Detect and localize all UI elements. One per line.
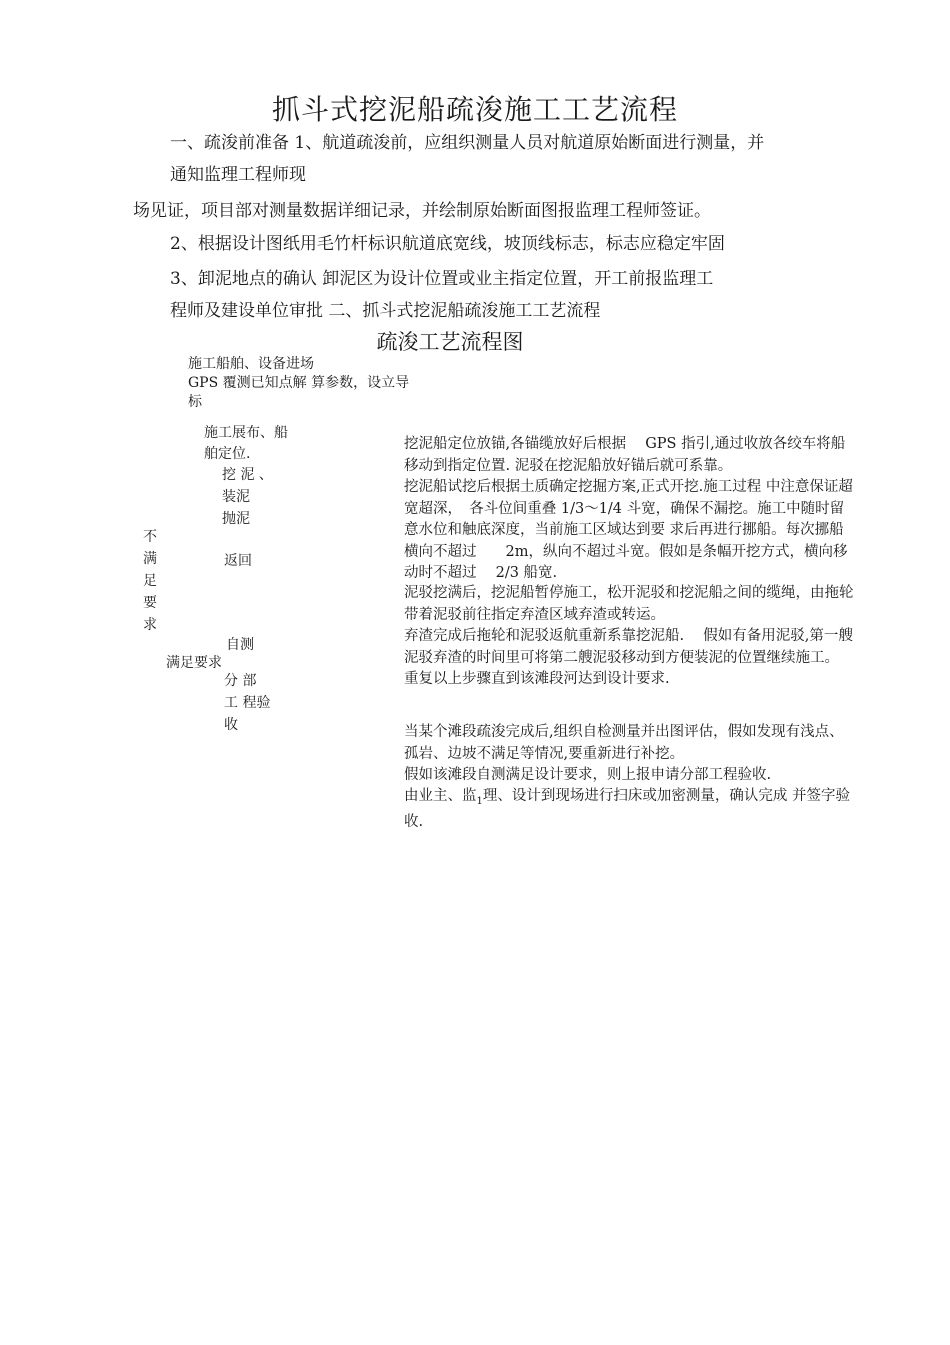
flow-step-acceptance-end: 收 bbox=[224, 717, 238, 733]
desc-excavation: 挖泥船试挖后根据土质确定挖掘方案,正式开挖.施工过程 中注意保证超宽超深， 各斗位间重叠 1/3～1/4 斗宽，确保不漏挖。施工中随时留意水位和触底深度，当前施工区域达到要 求后再进行挪船。每次挪船横向不超过 2m，纵向不超过斗宽。假如是条幅开挖方式，横向移动时不超过 2/3 船宽. bbox=[404, 479, 853, 581]
intro-line-3: 场见证，项目部对测量数据详细记录，并绘制原始断面图报监理工程师签证。 bbox=[133, 201, 711, 221]
desc-return: 弃渣完成后拖轮和泥驳返航重新系靠挖泥船. 假如有备用泥驳,第一艘泥驳弃渣的时间里可将第二艘泥驳移动到方便装泥的位置继续施工。 重复以上步骤直到该滩段河达到设计要求. bbox=[404, 628, 853, 687]
flow-step-dump: 抛泥 bbox=[222, 511, 250, 527]
desc-final-acceptance bbox=[404, 786, 854, 834]
flow-step-layout: 施工展布、船 bbox=[204, 425, 288, 441]
desc-final-text-a: 由业主、监 bbox=[404, 788, 477, 804]
intro-line-6: 程师及建设单位审批 二、抓斗式挖泥船疏浚施工工艺流程 bbox=[170, 301, 601, 321]
page-title: 抓斗式挖泥船疏浚施工工艺流程 bbox=[271, 93, 678, 126]
flow-step-load: 装泥 bbox=[222, 489, 250, 505]
flow-step-selfcheck: 自测 bbox=[226, 637, 254, 653]
flow-step-acceptance-cont: 工 程验 bbox=[224, 695, 271, 711]
desc-final-subscript: 1 bbox=[476, 795, 483, 807]
flow-step-layout-cont: 舶定位. bbox=[204, 446, 251, 462]
flow-step-dredge: 挖 泥 、 bbox=[222, 467, 273, 483]
intro-line-4: 2、根据设计图纸用毛竹杆标识航道底宽线，坡顶线标志，标志应稳定牢固 bbox=[170, 234, 725, 254]
desc-positioning: 挖泥船定位放锚,各锚缆放好后根据 GPS 指引,通过收放各绞车将船移动到指定位置. 泥驳在挖泥船放好锚后就可系靠。 bbox=[404, 436, 846, 474]
flow-fail-label: 不满足要求 bbox=[143, 529, 157, 633]
desc-final-text-b: 理、设计到现场进行扫床或加密测量，确认完成 并签字验收. bbox=[404, 788, 850, 831]
intro-line-5: 3、卸泥地点的确认 卸泥区为设计位置或业主指定位置，开工前报监理工 bbox=[170, 269, 714, 289]
desc-barge-full: 泥驳挖满后，挖泥船暂停施工，松开泥驳和挖泥船之间的缆绳，由拖轮带着泥驳前往指定弃渣区域弃渣或转运。 bbox=[404, 585, 854, 623]
desc-selfcheck: 当某个滩段疏浚完成后,组织自检测量并出图评估，假如发现有浅点、孤岩、边坡不满足等情况,要重新进行补挖。 bbox=[404, 724, 844, 762]
flow-step-acceptance: 分 部 bbox=[224, 673, 257, 689]
flowchart-title: 疏浚工艺流程图 bbox=[376, 330, 524, 354]
flow-step-gps-cont: 标 bbox=[188, 394, 202, 410]
desc-apply-acceptance: 假如该滩段自测满足设计要求，则上报申请分部工程验收. bbox=[404, 767, 772, 783]
flow-step-gps: GPS 覆测已知点解 算参数，设立导 bbox=[188, 375, 410, 391]
intro-line-1: 一、疏浚前准备 1、航道疏浚前，应组织测量人员对航道原始断面进行测量，并 bbox=[170, 133, 765, 153]
flow-step-return: 返回 bbox=[224, 553, 252, 569]
flow-step-equipment: 施工船舶、设备进场 bbox=[188, 356, 314, 372]
flow-pass-label: 满足要求 bbox=[166, 655, 222, 671]
intro-line-2: 通知监理工程师现 bbox=[170, 165, 306, 185]
